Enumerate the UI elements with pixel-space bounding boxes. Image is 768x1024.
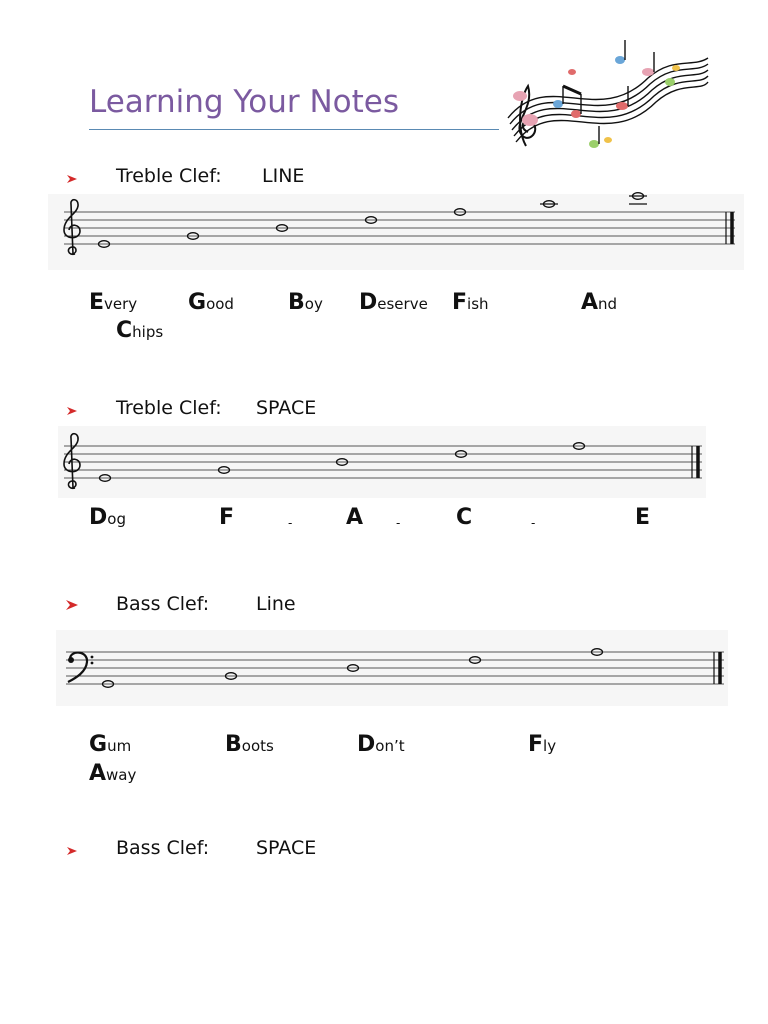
mnemonic-word: Chips	[116, 318, 164, 343]
mnemonic-word: Good	[188, 290, 234, 315]
mnemonic-word: Dog	[89, 505, 126, 530]
section-heading	[116, 593, 296, 615]
mnemonic-word: Gum	[89, 732, 132, 757]
mnemonic-word: Boots	[225, 732, 274, 757]
mnemonic-word: Every	[89, 290, 138, 315]
section-label: Bass Clef:	[116, 837, 210, 859]
arrow-bullet-icon	[66, 173, 78, 185]
mnemonic-word: Boy	[288, 290, 323, 315]
section-value: LINE	[262, 165, 305, 187]
section-value: SPACE	[256, 837, 317, 859]
separator-dash: -	[531, 516, 536, 530]
section-label: Treble Clef:	[116, 397, 222, 419]
mnemonic-word: Don’t	[357, 732, 405, 757]
mnemonic-word: Away	[89, 761, 137, 786]
arrow-bullet-icon	[66, 845, 78, 857]
arrow-bullet-icon	[66, 405, 78, 417]
mnemonic-word: And	[581, 290, 618, 315]
music-notes-decoration-icon	[498, 28, 713, 158]
page-title: Learning Your Notes	[89, 84, 399, 120]
mnemonic-word: Deserve	[359, 290, 428, 315]
section-heading	[116, 397, 317, 419]
mnemonic-word: C	[456, 505, 473, 530]
treble-space-staff	[0, 424, 768, 502]
separator-dash: -	[396, 516, 401, 530]
mnemonic-word: F	[219, 505, 235, 530]
section-label: Treble Clef:	[116, 165, 222, 187]
section-value: Line	[256, 593, 296, 615]
section-heading	[116, 837, 317, 859]
mnemonic-word: A	[346, 505, 364, 530]
section-label: Bass Clef:	[116, 593, 210, 615]
section-heading	[116, 165, 305, 187]
mnemonic-word: Fish	[452, 290, 489, 315]
mnemonic-word: Fly	[528, 732, 557, 757]
separator-dash: -	[288, 516, 293, 530]
treble-line-staff	[0, 192, 768, 274]
mnemonic-word: E	[635, 505, 651, 530]
title-underline	[89, 129, 499, 130]
section-value: SPACE	[256, 397, 317, 419]
arrow-bullet-icon	[66, 599, 78, 611]
bass-line-staff	[0, 628, 768, 708]
